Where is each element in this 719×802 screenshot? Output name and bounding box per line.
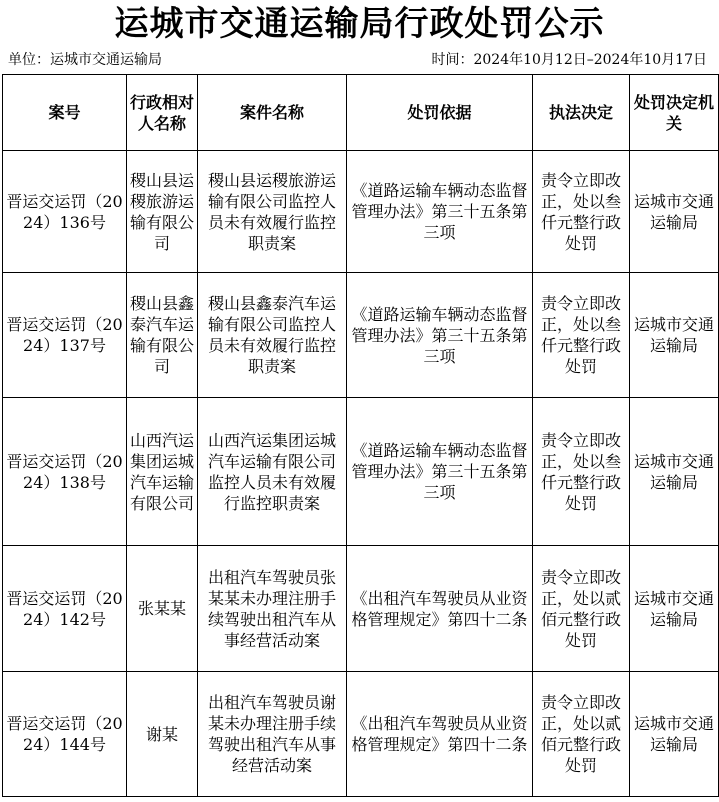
cell-case-no: 晋运交运罚（2024）137号 xyxy=(3,273,127,398)
header-party: 行政相对人名称 xyxy=(127,75,198,151)
cell-authority: 运城市交通运输局 xyxy=(630,546,719,672)
cell-basis: 《道路运输车辆动态监督管理办法》第三十五条第三项 xyxy=(347,151,533,273)
cell-case-name: 稷山县运稷旅游运输有限公司监控人员未有效履行监控职责案 xyxy=(198,151,347,273)
cell-case-name: 山西汽运集团运城汽车运输有限公司监控人员未有效履行监控职责案 xyxy=(198,398,347,546)
cell-case-name: 出租汽车驾驶员张某某未办理注册手续驾驶出租汽车从事经营活动案 xyxy=(198,546,347,672)
cell-decision: 责令立即改正，处以贰佰元整行政处罚 xyxy=(533,672,630,797)
cell-case-no: 晋运交运罚（2024）144号 xyxy=(3,672,127,797)
cell-decision: 责令立即改正，处以贰佰元整行政处罚 xyxy=(533,546,630,672)
cell-authority: 运城市交通运输局 xyxy=(630,151,719,273)
cell-basis: 《出租汽车驾驶员从业资格管理规定》第四十二条 xyxy=(347,546,533,672)
notice-meta xyxy=(0,48,719,72)
cell-party: 张某某 xyxy=(127,546,198,672)
table-row xyxy=(3,546,719,672)
issuing-unit: 单位：运城市交通运输局 xyxy=(8,52,162,68)
cell-basis: 《道路运输车辆动态监督管理办法》第三十五条第三项 xyxy=(347,273,533,398)
table-row xyxy=(3,151,719,273)
cell-decision: 责令立即改正，处以叁仟元整行政处罚 xyxy=(533,151,630,273)
cell-case-no: 晋运交运罚（2024）138号 xyxy=(3,398,127,546)
cell-case-no: 晋运交运罚（2024）142号 xyxy=(3,546,127,672)
penalty-table xyxy=(2,74,719,797)
header-case-no: 案号 xyxy=(3,75,127,151)
cell-case-no: 晋运交运罚（2024）136号 xyxy=(3,151,127,273)
cell-basis: 《道路运输车辆动态监督管理办法》第三十五条第三项 xyxy=(347,398,533,546)
cell-authority: 运城市交通运输局 xyxy=(630,672,719,797)
header-case-name: 案件名称 xyxy=(198,75,347,151)
cell-basis: 《出租汽车驾驶员从业资格管理规定》第四十二条 xyxy=(347,672,533,797)
cell-authority: 运城市交通运输局 xyxy=(630,398,719,546)
table-row xyxy=(3,398,719,546)
cell-party: 稷山县鑫泰汽车运输有限公司 xyxy=(127,273,198,398)
cell-case-name: 出租汽车驾驶员谢某未办理注册手续驾驶出租汽车从事经营活动案 xyxy=(198,672,347,797)
header-authority: 处罚决定机关 xyxy=(630,75,719,151)
cell-authority: 运城市交通运输局 xyxy=(630,273,719,398)
header-decision: 执法决定 xyxy=(533,75,630,151)
cell-case-name: 稷山县鑫泰汽车运输有限公司监控人员未有效履行监控职责案 xyxy=(198,273,347,398)
publication-period: 时间：2024年10月12日–2024年10月17日 xyxy=(431,52,707,68)
cell-party: 谢某 xyxy=(127,672,198,797)
page-title: 运城市交通运输局行政处罚公示 xyxy=(114,4,605,44)
cell-decision: 责令立即改正，处以叁仟元整行政处罚 xyxy=(533,273,630,398)
cell-party: 稷山县运稷旅游运输有限公司 xyxy=(127,151,198,273)
table-row xyxy=(3,672,719,797)
cell-party: 山西汽运集团运城汽车运输有限公司 xyxy=(127,398,198,546)
table-header-row xyxy=(3,75,719,151)
header-basis: 处罚依据 xyxy=(347,75,533,151)
cell-decision: 责令立即改正，处以叁仟元整行政处罚 xyxy=(533,398,630,546)
table-row xyxy=(3,273,719,398)
